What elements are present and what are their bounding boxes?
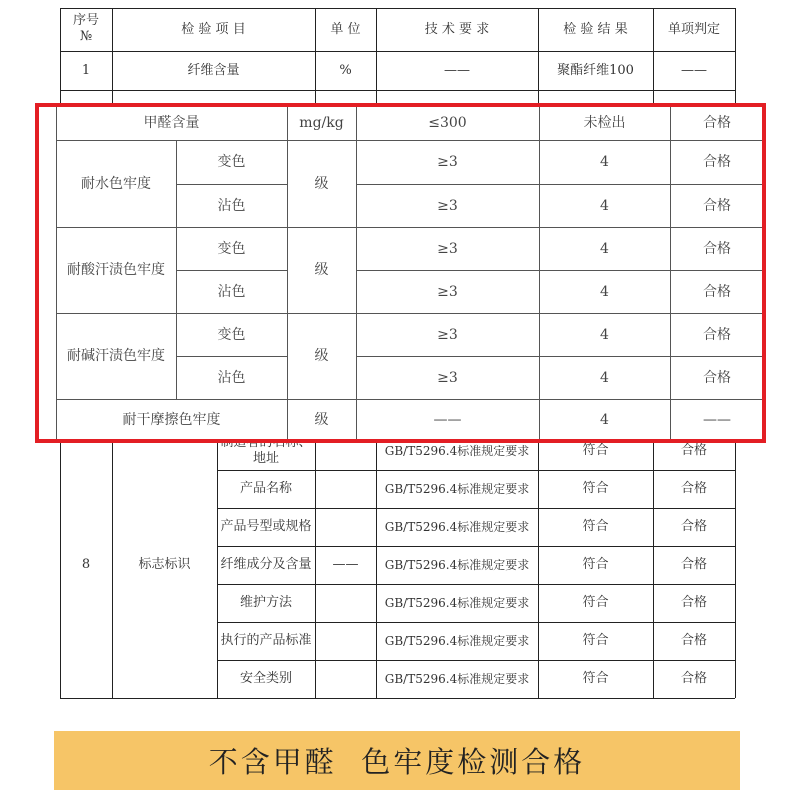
fastness-sub-item: 沾色 [217, 197, 246, 214]
table-rule [217, 546, 735, 547]
dryrub-result: 4 [600, 412, 609, 428]
row8-sub-item: 地址 [252, 451, 279, 466]
row8-judgment: 合格 [680, 481, 707, 496]
highlight-rule [670, 105, 671, 441]
highlight-rule [356, 270, 764, 271]
row8-result: 符合 [582, 481, 609, 496]
highlight-rule [56, 105, 57, 441]
dryrub-item: 耐干摩擦色牢度 [122, 412, 221, 428]
highlight-rule [176, 356, 287, 357]
fastness-sub-item: 变色 [217, 326, 246, 343]
fastness-group-unit: 级 [314, 175, 329, 192]
fastness-requirement: ≥3 [437, 154, 458, 170]
fastness-group-unit: 级 [314, 348, 329, 364]
row8-requirement: GB/T5296.4标准规定要求 [384, 558, 530, 572]
row8-result: 符合 [582, 633, 609, 648]
row1-seq: 1 [81, 63, 91, 78]
fastness-sub-item: 变色 [217, 240, 246, 257]
row1-result: 聚酯纤维100 [557, 63, 634, 78]
fastness-requirement: ≥3 [437, 240, 458, 257]
fastness-result: 4 [600, 326, 609, 343]
row1-unit: % [339, 63, 352, 78]
fastness-judgment: 合格 [703, 283, 731, 300]
fastness-requirement: ≥3 [437, 197, 458, 214]
fastness-judgment: 合格 [703, 369, 731, 386]
table-rule [217, 660, 735, 661]
row8-requirement: GB/T5296.4标准规定要求 [384, 672, 530, 686]
highlight-rule [176, 184, 287, 185]
fastness-judgment: 合格 [703, 240, 731, 257]
row8-sub-item: 安全类别 [239, 671, 292, 686]
row8-judgment: 合格 [680, 443, 707, 458]
table-rule [60, 698, 735, 699]
fastness-requirement: ≥3 [437, 326, 458, 343]
table-rule [60, 51, 735, 52]
header-judgment: 单项判定 [667, 21, 720, 37]
highlight-rule [539, 105, 540, 441]
fastness-sub-item: 变色 [217, 154, 246, 170]
highlighted-table-section [36, 103, 764, 443]
table-rule [217, 508, 735, 509]
summary-banner [54, 731, 740, 790]
row8-result: 符合 [582, 557, 609, 572]
header-requirement: 技 术 要 求 [424, 21, 490, 37]
dryrub-unit: 级 [314, 412, 329, 428]
row1-item: 纤维含量 [187, 63, 240, 78]
table-rule [217, 470, 735, 471]
table-rule [217, 432, 218, 698]
table-rule [60, 90, 735, 91]
fastness-sub-item: 沾色 [217, 369, 246, 386]
highlight-rule [56, 399, 764, 400]
row8-judgment: 合格 [680, 633, 707, 648]
row8-requirement: GB/T5296.4标准规定要求 [384, 596, 530, 610]
highlight-rule [356, 356, 764, 357]
row8-requirement: GB/T5296.4标准规定要求 [384, 444, 530, 458]
dryrub-judgment: —— [703, 412, 731, 428]
fastness-result: 4 [600, 369, 609, 386]
row1-requirement: —— [444, 63, 470, 78]
row8-result: 符合 [582, 671, 609, 686]
fastness-result: 4 [600, 154, 609, 170]
formaldehyde-requirement: ≤300 [428, 114, 467, 131]
row8-requirement: GB/T5296.4标准规定要求 [384, 520, 530, 534]
highlight-rule [56, 313, 764, 314]
fastness-result: 4 [600, 240, 609, 257]
row8-judgment: 合格 [680, 671, 707, 686]
header-seq: 序号 [72, 13, 99, 28]
row1-judgment: —— [681, 63, 707, 78]
row8-sub-item: 维护方法 [239, 595, 292, 610]
highlight-rule [287, 105, 288, 441]
fastness-result: 4 [600, 197, 609, 214]
fastness-group-item: 耐碱汗渍色牢度 [67, 348, 165, 364]
table-rule [217, 622, 735, 623]
header-no: № [79, 29, 93, 44]
fastness-judgment: 合格 [703, 326, 731, 343]
header-result: 检 验 结 果 [563, 21, 628, 37]
row8-requirement: GB/T5296.4标准规定要求 [384, 482, 530, 496]
row8-unit: —— [332, 557, 359, 572]
row8-sub-item: 纤维成分及含量 [220, 557, 312, 572]
banner-text: 不含甲醛 色牢度检测合格 [208, 745, 586, 779]
row8-judgment: 合格 [680, 595, 707, 610]
fastness-group-item: 耐酸汗渍色牢度 [67, 262, 165, 278]
fastness-requirement: ≥3 [437, 283, 458, 300]
header-item: 检 验 项 目 [181, 21, 246, 37]
dryrub-requirement: —— [433, 412, 462, 428]
header-unit: 单 位 [330, 21, 361, 37]
formaldehyde-judgment: 合格 [703, 114, 731, 131]
highlight-rule [356, 105, 357, 441]
highlight-rule [56, 227, 764, 228]
row8-item: 标志标识 [138, 557, 191, 572]
highlight-rule [56, 140, 764, 141]
formaldehyde-result: 未检出 [583, 114, 626, 131]
row8-judgment: 合格 [680, 557, 707, 572]
fastness-result: 4 [600, 283, 609, 300]
row8-judgment: 合格 [680, 519, 707, 534]
formaldehyde-item: 甲醛含量 [143, 114, 200, 131]
row8-sub-item: 产品名称 [239, 481, 292, 496]
table-rule [217, 584, 735, 585]
row8-result: 符合 [582, 595, 609, 610]
fastness-group-item: 耐水色牢度 [81, 175, 151, 192]
row8-requirement: GB/T5296.4标准规定要求 [384, 634, 530, 648]
highlight-rule [176, 270, 287, 271]
row8-result: 符合 [582, 519, 609, 534]
table-rule [60, 8, 735, 9]
row8-sub-item: 执行的产品标准 [220, 633, 312, 648]
row8-result: 符合 [582, 443, 609, 458]
highlight-rule [356, 184, 764, 185]
fastness-judgment: 合格 [703, 197, 731, 214]
fastness-group-unit: 级 [314, 262, 329, 278]
row8-seq: 8 [81, 557, 91, 572]
row8-sub-item: 产品号型或规格 [220, 519, 312, 534]
highlight-rule [176, 140, 177, 399]
fastness-requirement: ≥3 [437, 369, 458, 386]
fastness-judgment: 合格 [703, 154, 731, 170]
formaldehyde-unit: mg/kg [299, 114, 344, 131]
fastness-sub-item: 沾色 [217, 283, 246, 300]
